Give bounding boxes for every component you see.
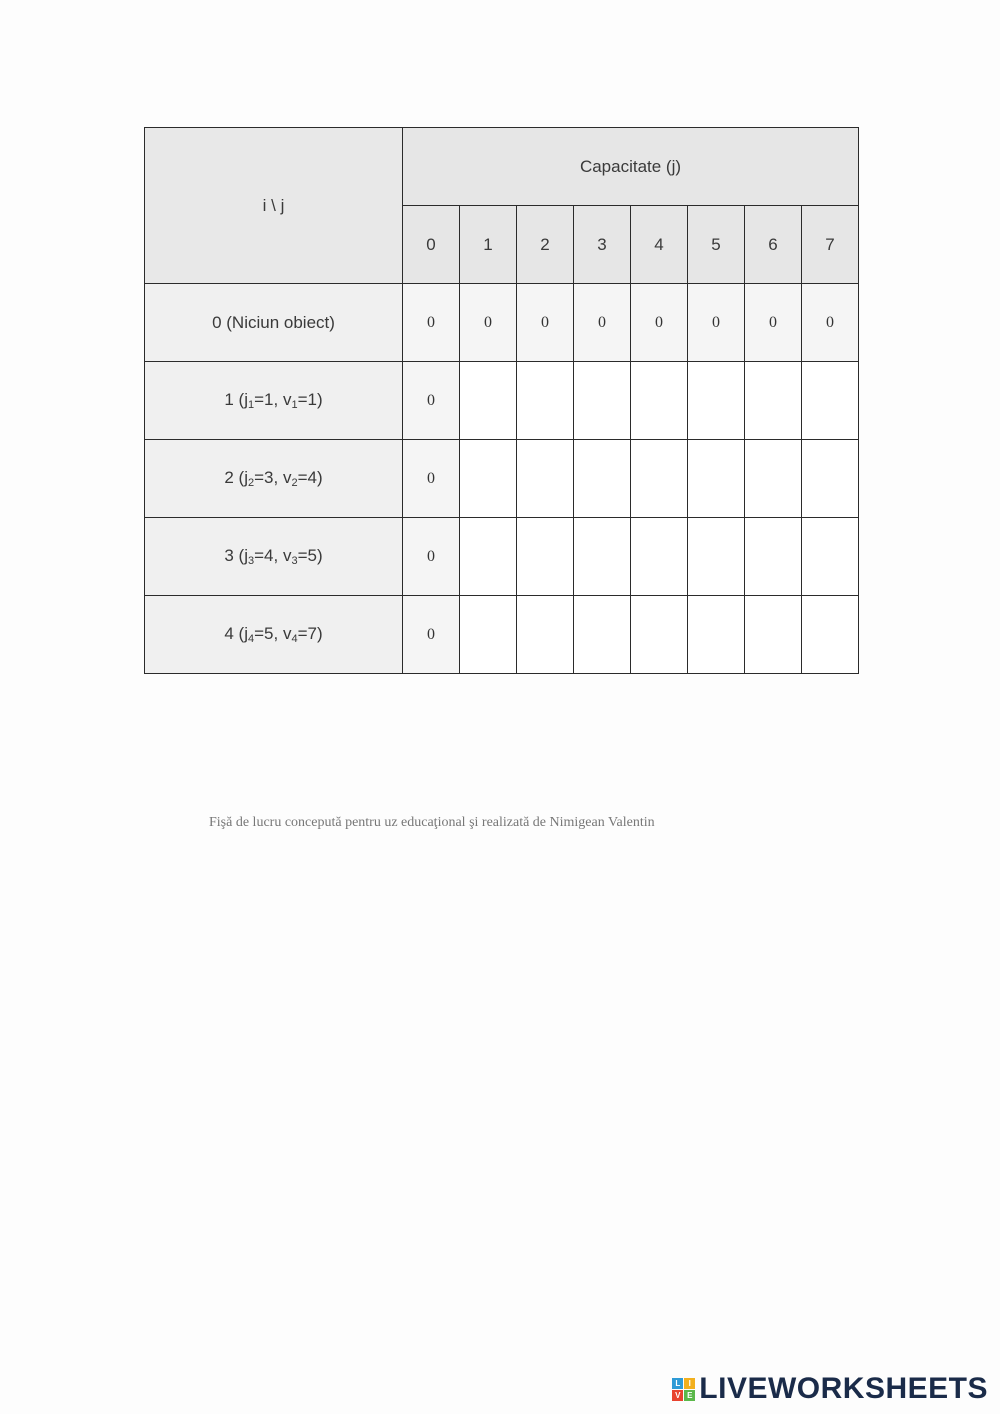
row-label-sub-v: 4 — [291, 633, 298, 645]
row-label-sub-v: 1 — [291, 399, 298, 411]
brand-name: LIVEWORKSHEETS — [699, 1372, 988, 1405]
row-label-sub-v: 2 — [291, 477, 298, 489]
row-label-mid: =3, v — [254, 468, 292, 487]
answer-cell[interactable] — [631, 518, 688, 596]
table-cell: 0 — [517, 284, 574, 362]
answer-cell[interactable] — [631, 596, 688, 674]
answer-cell[interactable] — [631, 440, 688, 518]
logo-tile: L — [672, 1378, 683, 1389]
answer-cell[interactable] — [517, 518, 574, 596]
answer-cell[interactable] — [460, 440, 517, 518]
answer-cell[interactable] — [574, 362, 631, 440]
row-label-sub-j: 4 — [247, 633, 255, 645]
answer-cell[interactable] — [688, 362, 745, 440]
dp-table — [144, 127, 859, 674]
row-label-prefix: 2 (j — [224, 468, 248, 487]
table-cell: 0 — [802, 284, 859, 362]
column-header: 7 — [802, 206, 859, 284]
answer-cell[interactable] — [460, 518, 517, 596]
row-label-sub-v: 3 — [291, 555, 298, 567]
capacity-title: Capacitate (j) — [403, 128, 859, 206]
table-cell: 0 — [403, 440, 460, 518]
row-label-suffix: =1) — [297, 390, 323, 409]
table-cell: 0 — [460, 284, 517, 362]
table-cell: 0 — [574, 284, 631, 362]
answer-cell[interactable] — [688, 518, 745, 596]
row-label: 0 (Niciun obiect) — [145, 284, 403, 362]
logo-tile: I — [684, 1378, 695, 1389]
column-header: 1 — [460, 206, 517, 284]
answer-cell[interactable] — [460, 362, 517, 440]
table-row — [145, 518, 859, 596]
answer-cell[interactable] — [574, 518, 631, 596]
column-header: 3 — [574, 206, 631, 284]
answer-cell[interactable] — [745, 518, 802, 596]
header-row-top — [145, 128, 859, 206]
column-header: 0 — [403, 206, 460, 284]
table-row — [145, 440, 859, 518]
row-label-sub-j: 1 — [247, 399, 255, 411]
answer-cell[interactable] — [631, 362, 688, 440]
row-label-prefix: 3 (j — [224, 546, 248, 565]
row-label-suffix: =7) — [297, 624, 323, 643]
column-header: 2 — [517, 206, 574, 284]
column-header: 4 — [631, 206, 688, 284]
row-label-prefix: 4 (j — [224, 624, 248, 643]
answer-cell[interactable] — [745, 596, 802, 674]
row-label-sub-j: 2 — [247, 477, 255, 489]
table-cell: 0 — [745, 284, 802, 362]
answer-cell[interactable] — [460, 596, 517, 674]
author-note: Fişă de lucru concepută pentru uz educaţional şi realizată de Nimigean Valentin — [209, 815, 655, 830]
answer-cell[interactable] — [574, 596, 631, 674]
answer-cell[interactable] — [745, 362, 802, 440]
table-row — [145, 362, 859, 440]
table-cell: 0 — [403, 362, 460, 440]
row-label-suffix: =4) — [297, 468, 323, 487]
row-label-mid: =4, v — [254, 546, 292, 565]
answer-cell[interactable] — [802, 596, 859, 674]
answer-cell[interactable] — [688, 440, 745, 518]
answer-cell[interactable] — [745, 440, 802, 518]
row-label-sub-j: 3 — [247, 555, 255, 567]
answer-cell[interactable] — [517, 596, 574, 674]
row-label — [145, 596, 403, 674]
liveworksheets-logo-icon — [672, 1378, 695, 1401]
column-header: 6 — [745, 206, 802, 284]
answer-cell[interactable] — [802, 518, 859, 596]
row-label — [145, 518, 403, 596]
table-row — [145, 284, 859, 362]
table-cell: 0 — [403, 596, 460, 674]
table-row — [145, 596, 859, 674]
logo-tile: V — [672, 1390, 683, 1401]
row-label-suffix: =5) — [297, 546, 323, 565]
row-label-prefix: 1 (j — [224, 390, 248, 409]
row-label — [145, 440, 403, 518]
row-label-mid: =5, v — [254, 624, 292, 643]
row-label-mid: =1, v — [254, 390, 292, 409]
column-header: 5 — [688, 206, 745, 284]
answer-cell[interactable] — [802, 362, 859, 440]
table-cell: 0 — [403, 284, 460, 362]
table-cell: 0 — [631, 284, 688, 362]
answer-cell[interactable] — [802, 440, 859, 518]
answer-cell[interactable] — [517, 440, 574, 518]
table-cell: 0 — [403, 518, 460, 596]
liveworksheets-brand[interactable] — [672, 1373, 988, 1405]
answer-cell[interactable] — [688, 596, 745, 674]
table-cell: 0 — [688, 284, 745, 362]
row-label — [145, 362, 403, 440]
corner-label: i \ j — [145, 128, 403, 284]
answer-cell[interactable] — [517, 362, 574, 440]
answer-cell[interactable] — [574, 440, 631, 518]
logo-tile: E — [684, 1390, 695, 1401]
